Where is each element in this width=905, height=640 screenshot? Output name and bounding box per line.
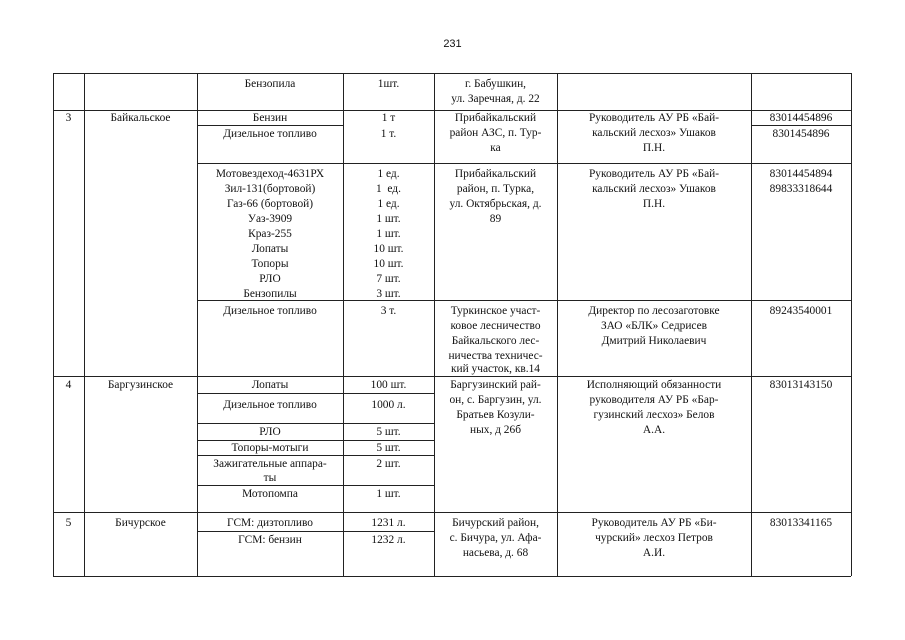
cell-divider	[197, 423, 434, 424]
item-cell: Бензопила	[244, 78, 296, 90]
phone-cell: 83014454894	[769, 168, 833, 180]
column-divider	[851, 73, 852, 576]
item-cell: Бензин	[252, 112, 288, 124]
address-cell: район АЗС, п. Тур-	[449, 127, 542, 139]
item-cell: Дизельное топливо	[223, 305, 317, 317]
phone-cell: 89833318644	[769, 183, 833, 195]
row-divider	[197, 163, 851, 164]
qty-cell: 3 т.	[380, 305, 397, 317]
responsible-cell: кальский лесхоз» Ушаков	[592, 183, 716, 195]
item-cell: ГСМ: бензин	[238, 534, 302, 546]
item-cell: Лопаты	[251, 379, 289, 391]
qty-cell: 1 ед.	[377, 198, 400, 210]
item-cell: Дизельное топливо	[223, 128, 317, 140]
row-number: 3	[65, 112, 72, 124]
responsible-cell: ЗАО «БЛК» Седрисев	[600, 320, 708, 332]
qty-cell: 7 шт.	[376, 273, 401, 285]
address-cell: район, п. Турка,	[456, 183, 535, 195]
qty-cell: 1 т.	[380, 128, 397, 140]
row-divider	[53, 512, 851, 513]
address-cell: ковое лесничество	[450, 320, 541, 332]
address-cell: г. Бабушкин,	[464, 78, 527, 90]
responsible-cell: Руководитель АУ РБ «Би-	[591, 517, 717, 529]
district-name: Байкальское	[110, 112, 171, 124]
responsible-cell: Дмитрий Николаевич	[601, 335, 707, 347]
responsible-cell: П.Н.	[642, 198, 666, 210]
responsible-cell: Руководитель АУ РБ «Бай-	[588, 168, 720, 180]
address-cell: кий участок, кв.14	[450, 363, 540, 375]
responsible-cell: Руководитель АУ РБ «Бай-	[588, 112, 720, 124]
responsible-cell: руководителя АУ РБ «Бар-	[589, 394, 719, 406]
address-cell: Прибайкальский	[454, 112, 537, 124]
qty-cell: 100 шт.	[370, 379, 407, 391]
qty-cell: 1 шт.	[376, 213, 401, 225]
phone-cell: 83014454896	[769, 112, 833, 124]
address-cell: Баргузинский рай-	[450, 379, 541, 391]
address-cell: Байкальского лес-	[451, 335, 540, 347]
phone-cell: 89243540001	[769, 305, 833, 317]
row-number: 5	[65, 517, 72, 529]
item-cell: Краз-255	[248, 228, 292, 240]
column-divider	[53, 73, 54, 576]
item-cell: Зил-131(бортовой)	[224, 183, 316, 195]
qty-cell: 3 шт.	[376, 288, 401, 300]
address-cell: ул. Октябрьская, д.	[449, 198, 542, 210]
responsible-cell: Директор по лесозаготовке	[588, 305, 720, 317]
qty-cell: 1 шт.	[376, 228, 401, 240]
qty-cell: 5 шт.	[376, 426, 401, 438]
item-cell: Бензопилы	[243, 288, 297, 300]
qty-cell: 10 шт.	[373, 243, 404, 255]
page-number: 231	[443, 38, 462, 50]
responsible-cell: чурский» лесхоз Петров	[595, 532, 713, 544]
item-cell: ты	[263, 472, 277, 484]
qty-cell: 5 шт.	[376, 442, 401, 454]
qty-cell: 1шт.	[377, 78, 400, 90]
item-cell: Лопаты	[251, 243, 289, 255]
column-divider	[751, 73, 752, 576]
address-cell: насьева, д. 68	[462, 547, 529, 559]
qty-cell: 1 ед.	[376, 183, 401, 195]
item-cell: Мотовездеход-4631РХ	[215, 168, 325, 180]
row-number: 4	[65, 379, 72, 391]
cell-divider	[197, 531, 434, 532]
item-cell: Топоры-мотыги	[231, 442, 309, 454]
qty-cell: 1 т	[381, 112, 396, 124]
address-cell: он, с. Баргузин, ул.	[449, 394, 542, 406]
responsible-cell: гузинский лесхоз» Белов	[593, 409, 715, 421]
item-cell: Дизельное топливо	[223, 399, 317, 411]
item-cell: Газ-66 (бортовой)	[226, 198, 314, 210]
address-cell: ных, д 26б	[470, 424, 521, 436]
address-cell: Прибайкальский	[454, 168, 537, 180]
item-cell: РЛО	[259, 273, 281, 285]
responsible-cell: П.Н.	[642, 142, 666, 154]
qty-cell: 10 шт.	[373, 258, 404, 270]
item-cell: РЛО	[259, 426, 281, 438]
phone-cell: 8301454896	[772, 128, 830, 140]
qty-cell: 2 шт.	[376, 458, 401, 470]
qty-cell: 1232 л.	[371, 534, 406, 546]
district-name: Бичурское	[115, 517, 166, 529]
responsible-cell: А.И.	[642, 547, 666, 559]
responsible-cell: А.А.	[642, 424, 666, 436]
address-cell: Бичурский район,	[452, 517, 539, 529]
cell-divider	[197, 393, 434, 394]
item-cell: Уаз-3909	[247, 213, 293, 225]
address-cell: ка	[490, 142, 501, 154]
district-name: Баргузинское	[107, 379, 174, 391]
column-divider	[84, 73, 85, 576]
responsible-cell: кальский лесхоз» Ушаков	[592, 127, 716, 139]
row-divider	[53, 576, 851, 577]
address-cell: 89	[489, 213, 502, 225]
qty-cell: 1231 л.	[371, 517, 406, 529]
address-cell: Братьев Козули-	[456, 409, 535, 421]
address-cell: Туркинское участ-	[450, 305, 541, 317]
phone-cell: 83013341165	[769, 517, 833, 529]
address-cell: с. Бичура, ул. Афа-	[449, 532, 542, 544]
item-cell: Мотопомпа	[242, 488, 298, 500]
address-cell: ничества техничес-	[448, 350, 543, 362]
item-cell: Зажигательные аппара-	[213, 458, 327, 470]
item-cell: Топоры	[251, 258, 289, 270]
address-cell: ул. Заречная, д. 22	[451, 93, 540, 105]
qty-cell: 1 шт.	[376, 488, 401, 500]
row-divider	[53, 73, 851, 74]
qty-cell: 1 ед.	[377, 168, 400, 180]
qty-cell: 1000 л.	[371, 399, 406, 411]
phone-cell: 83013143150	[769, 379, 833, 391]
item-cell: ГСМ: дизтопливо	[227, 517, 313, 529]
responsible-cell: Исполняющий обязанности	[586, 379, 722, 391]
